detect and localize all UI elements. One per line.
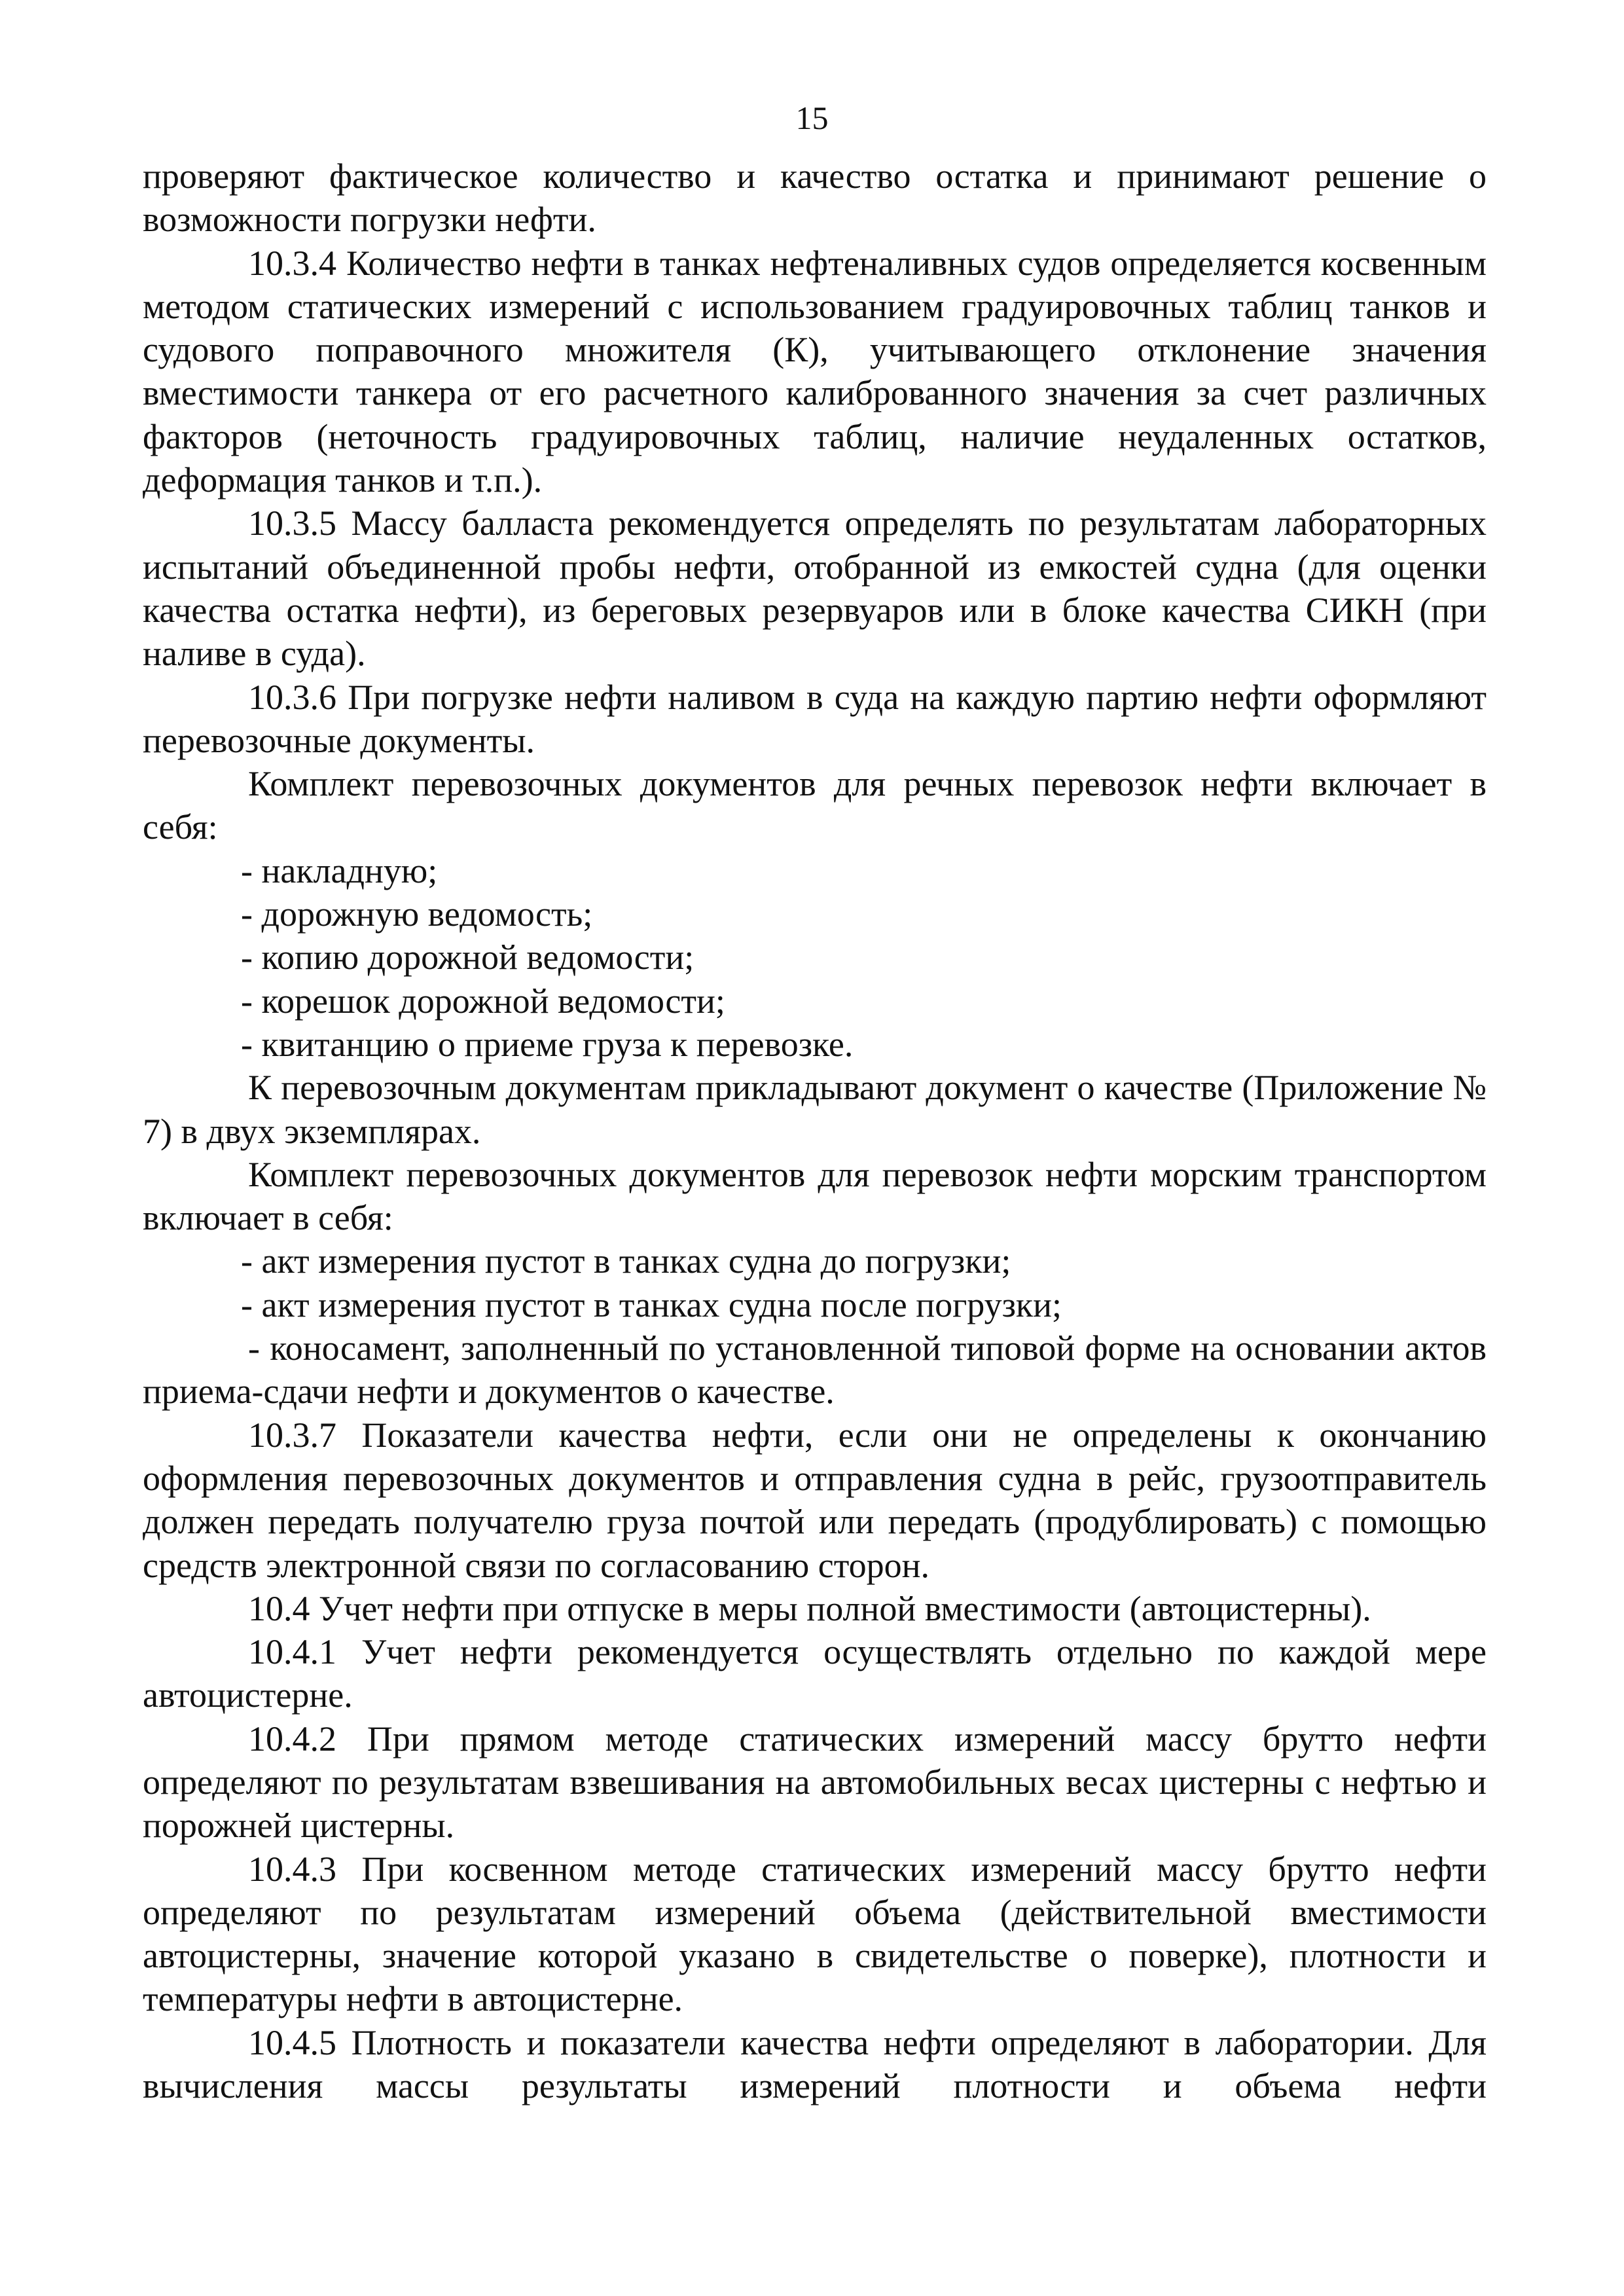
list-item: - накладную; xyxy=(241,850,438,890)
paragraph: Комплект перевозочных документов для перевозок нефти морским транспортом включает в себя: xyxy=(143,1154,1487,1238)
paragraph: 10.3.6 При погрузке нефти наливом в суда на каждую партию нефти оформляют перевозочные документы. xyxy=(143,677,1487,760)
paragraph: К перевозочным документам прикладывают документ о качестве (Приложение № 7) в двух экземплярах. xyxy=(143,1068,1487,1151)
paragraph: 10.4.5 Плотность и показатели качества нефти определяют в лаборатории. Для вычисления массы результаты измерений плотности и объема нефти xyxy=(143,2022,1487,2106)
list-item: - корешок дорожной ведомости; xyxy=(241,981,725,1021)
list-item: - копию дорожной ведомости; xyxy=(241,938,695,977)
paragraph: 10.3.7 Показатели качества нефти, если они не определены к окончанию оформления перевозочных документов и отправления судна в рейс, грузоотправитель должен передать получателю груза почтой или передать (продублировать) с помощью средств электронной связи по согласованию сторон. xyxy=(143,1415,1487,1585)
body-text xyxy=(143,155,1487,2107)
page-number: 15 xyxy=(795,100,829,136)
paragraph: 10.4.1 Учет нефти рекомендуется осуществлять отдельно по каждой мере автоцистерне. xyxy=(143,1632,1487,1715)
paragraph: 10.4.3 При косвенном методе статических измерений массу брутто нефти определяют по результатам измерений объема (действительной вместимости автоцистерны, значение которой указано в свидетельстве о поверке), плотности и температуры нефти в автоцистерне. xyxy=(143,1849,1487,2019)
paragraph: 10.3.4 Количество нефти в танках нефтеналивных судов определяется косвенным методом статических измерений с использованием градуировочных таблиц танков и судового поправочного множителя (К), учитывающего отклонение значения вместимости танкера от его расчетного калиброванного значения за счет различных факторов (неточность градуировочных таблиц, наличие неудаленных остатков, деформация танков и т.п.). xyxy=(143,243,1487,500)
list-item: - дорожную ведомость; xyxy=(241,894,593,934)
list-item: - акт измерения пустот в танках судна до погрузки; xyxy=(241,1241,1011,1281)
paragraph: 10.4.2 При прямом методе статических измерений массу брутто нефти определяют по результатам взвешивания на автомобильных весах цистерны с нефтью и порожней цистерны. xyxy=(143,1719,1487,1846)
paragraph: 10.4 Учет нефти при отпуске в меры полной вместимости (автоцистерны). xyxy=(248,1588,1371,1628)
list-item: - акт измерения пустот в танках судна после погрузки; xyxy=(241,1285,1062,1324)
paragraph: 10.3.5 Массу балласта рекомендуется определять по результатам лабораторных испытаний объединенной пробы нефти, отобранной из емкостей судна (для оценки качества остатка нефти), из береговых резервуаров или в блоке качества СИКН (при наливе в суда). xyxy=(143,503,1487,674)
paragraph: проверяют фактическое количество и качество остатка и принимают решение о возможности погрузки нефти. xyxy=(143,156,1487,240)
paragraph: - коносамент, заполненный по установленной типовой форме на основании актов приема-сдачи нефти и документов о качестве. xyxy=(143,1328,1487,1412)
paragraph: Комплект перевозочных документов для речных перевозок нефти включает в себя: xyxy=(143,764,1487,847)
list-item: - квитанцию о приеме груза к перевозке. xyxy=(241,1024,854,1064)
